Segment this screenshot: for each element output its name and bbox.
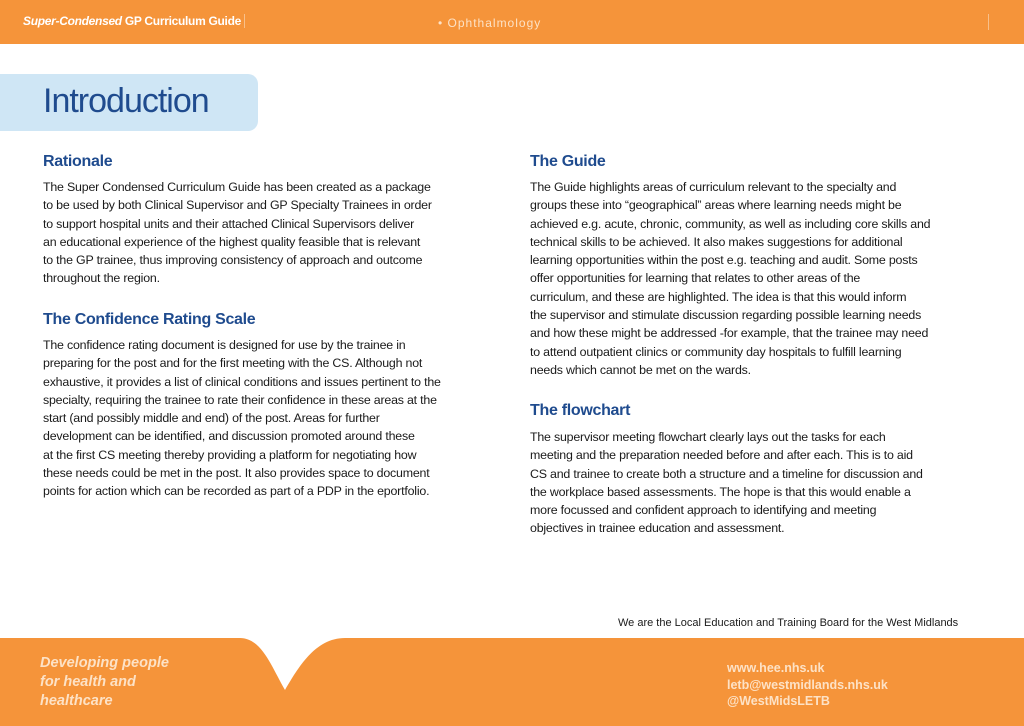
text-line: specialty, requiring the trainee to rate their confidence in these areas at the: [43, 392, 437, 407]
text-line: objectives in trainee education and assessment.: [530, 521, 785, 536]
guide-heading: The Guide: [530, 153, 606, 170]
text-line: development can be identified, and discussion promoted around these: [43, 429, 415, 444]
guide-title-italic: Super-Condensed: [23, 14, 122, 28]
text-line: throughout the region.: [43, 271, 160, 286]
flowchart-text: [530, 428, 923, 538]
specialty-label: • Ophthalmology: [438, 16, 542, 30]
text-line: preparing for the post and for the first meeting with the CS. Although not: [43, 356, 423, 371]
header-divider: [244, 14, 245, 28]
guide-text: [530, 178, 930, 379]
page-title: Introduction: [43, 82, 209, 120]
guide-title: [23, 14, 241, 28]
tagline-line: for health and: [40, 674, 136, 690]
text-line: the workplace based assessments. The hope is that this would enable a: [530, 484, 911, 499]
text-line: these needs could be met in the post. It also provides space to document: [43, 466, 430, 481]
confidence-text: [43, 336, 441, 501]
email-link[interactable]: letb@westmidlands.nhs.uk: [727, 677, 888, 692]
text-line: to attend outpatient clinics or community day hospitals to fulfill learning: [530, 344, 902, 359]
text-line: at the first CS meeting thereby providing a platform for negotiating how: [43, 447, 417, 462]
text-line: to the GP trainee, thus improving consistency of approach and outcome: [43, 253, 423, 268]
text-line: to be used by both Clinical Supervisor and GP Specialty Trainees in order: [43, 198, 432, 213]
twitter-handle-link[interactable]: @WestMidsLETB: [727, 694, 830, 708]
text-line: offer opportunities for learning that relates to other areas of the: [530, 271, 861, 286]
page-title-tab: [0, 74, 258, 131]
text-line: learning opportunities within the post e.g. teaching and audit. Some posts: [530, 253, 918, 268]
footer-tagline: [40, 654, 169, 711]
header-divider-right: [988, 14, 989, 30]
text-line: meeting and the preparation needed before and after each. This is to aid: [530, 448, 913, 463]
text-line: an educational experience of the highest quality feasible that is relevant: [43, 234, 421, 249]
rationale-text: [43, 178, 432, 288]
text-line: and how these might be addressed -for example, that the trainee may need: [530, 326, 929, 341]
text-line: needs which cannot be met on the wards.: [530, 362, 751, 377]
footer-contacts: [727, 660, 888, 710]
text-line: The supervisor meeting flowchart clearly lays out the tasks for each: [530, 430, 886, 444]
text-line: more focussed and confident approach to identifying and meeting: [530, 503, 877, 518]
top-banner: [0, 0, 1024, 44]
text-line: groups these into “geographical” areas where learning needs might be: [530, 198, 902, 213]
rationale-heading: Rationale: [43, 153, 113, 170]
text-line: curriculum, and these are highlighted. The idea is that this would inform: [530, 289, 907, 304]
confidence-heading: The Confidence Rating Scale: [43, 311, 256, 328]
text-line: start (and possibly middle and end) of the post. Areas for further: [43, 411, 380, 426]
tagline-line: healthcare: [40, 693, 113, 709]
text-line: points for action which can be recorded as part of a PDP in the eportfolio.: [43, 484, 430, 499]
tagline-line: Developing people: [40, 655, 169, 671]
guide-title-rest: GP Curriculum Guide: [121, 14, 241, 28]
text-line: achieved e.g. acute, chronic, community, as well as including core skills and: [530, 216, 931, 231]
text-line: exhaustive, it provides a list of clinical conditions and issues pertinent to the: [43, 374, 441, 389]
text-line: CS and trainee to create both a structure and a timeline for discussion and: [530, 466, 923, 481]
text-line: technical skills to be achieved. It also makes suggestions for additional: [530, 234, 903, 249]
text-line: to support hospital units and their attached Clinical Supervisors deliver: [43, 216, 415, 231]
website-link[interactable]: www.hee.nhs.uk: [727, 661, 825, 675]
flowchart-heading: The flowchart: [530, 402, 631, 419]
text-line: the supervisor and stimulate discussion regarding possible learning needs: [530, 308, 922, 323]
text-line: The Super Condensed Curriculum Guide has been created as a package: [43, 180, 431, 194]
text-line: The confidence rating document is designed for use by the trainee in: [43, 338, 406, 352]
text-line: The Guide highlights areas of curriculum relevant to the specialty and: [530, 180, 897, 194]
letb-statement: We are the Local Education and Training Board for the West Midlands: [618, 617, 959, 629]
